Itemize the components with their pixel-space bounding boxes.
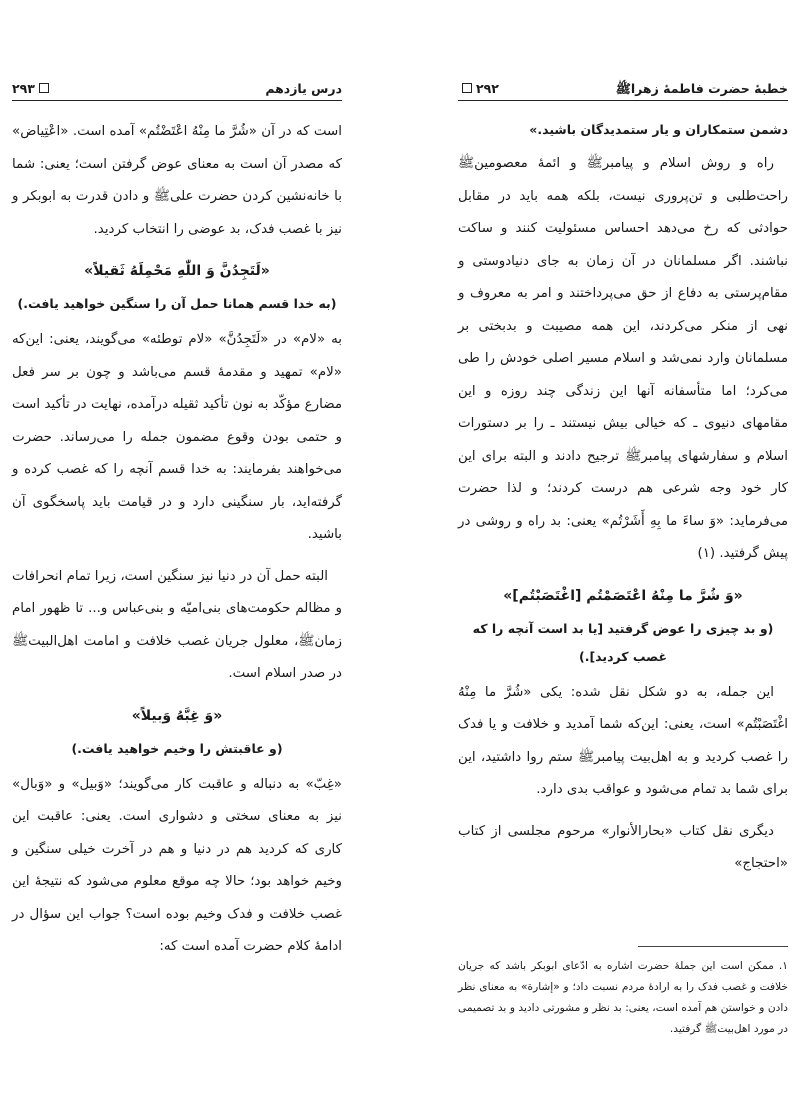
paragraph: البته حمل آن در دنیا نیز سنگین است، زیرا تمام انحرافات و مظالم حکومت‌های بنی‌امیّه و بنی‌عباس و... تا ظهور امام زمانﷺ، معلول جریان غصب خلافت و امامت اهل‌البیتﷺ در صدر اسلام است. — [12, 568, 342, 681]
footnote: ۱. ممکن است این جملهٔ حضرت اشاره به ادّعای ابوبکر باشد که جریان خلافت و غصب فدک را به ارادهٔ مردم نسبت داد؛ و «إشارة» به معنای نظر دادن و خواستن هم آمده است، یعنی: بد نظر و مشورتی دادید و بد تصمیمی در مورد اهل‌بیتﷺ گرفتید. — [458, 960, 788, 1035]
quote-translation: (به خدا قسم همانا حمل آن را سنگین خواهید یافت.) — [17, 296, 337, 311]
paragraph: راه و روش اسلام و پیامبرﷺ و ائمهٔ معصومینﷺ راحت‌طلبی و تن‌پروری نیست، بلکه همه باید در مقابل حوادثی که رخ می‌دهد احساس مسئولیت کنند و ساکت نباشند. اگر مسلمانان در آن زمان به جای دنیادوستی و مقام‌پرستی به دفاع از حق می‌پرداختند و امر به معروف و نهی از منکر می‌کردند، این همه مصیبت و بدبختی بر مسلمانان وارد نمی‌شد و اسلام مسیر اصلی خودش را طی می‌کرد؛ اما متأسفانه آنها این زندگی چند روزه و این مقامهای دنیوی ـ که خیالی بیش نیستند ـ را بر دستورات اسلام و سفارشهای پیامبرﷺ ترجیح دادند و البته برای این کار خود وجه شرعی هم درست کردند؛ و لذا حضرت می‌فرماید: «وَ ساءَ ما بِهِ أَشَرْتُم» یعنی: بد راه و روشی در پیش گرفتید. (۱) — [458, 156, 788, 561]
right-page-body — [458, 116, 788, 890]
left-page-running-title: درس یازدهم — [265, 81, 342, 96]
quote-translation: (و بد چیزی را عوض گرفتید [یا بد است آنچه را که غصب کردید].) — [472, 620, 774, 664]
paragraph: «غِبّ» به دنباله و عاقبت کار می‌گویند؛ «وَبیل» و «وَبال» نیز به معنای سختی و دشواری است. یعنی: عاقبت این کاری که کردید هم در دنیا و هم در آخرت خیلی سنگین و وخیم خواهد بود؛ حالا چه موقع معلوم می‌شود که نتیجهٔ این غصب خلافت و فدک وخیم بوده است؟ جواب این سؤال در ادامهٔ کلام حضرت آمده است که: — [12, 776, 342, 954]
square-ornament-icon — [462, 83, 472, 93]
arabic-quote: «وَ غِبَّهُ وَبیلاً» — [131, 707, 223, 724]
right-page-running-title: خطبهٔ حضرت فاطمهٔ زهراﷺ — [615, 81, 788, 96]
arabic-quote: «وَ شُرَّ ما مِنْهُ اعْتَصَمْتُم [اغْتَصَبْتُم]» — [503, 587, 743, 604]
arabic-quote: «لَتَجِدُنَّ وَ اللّٰهِ مَحْمِلَهُ ثَقیلاً» — [84, 263, 270, 279]
left-page-header — [12, 78, 342, 101]
square-ornament-icon — [39, 83, 49, 93]
right-page-number — [458, 81, 499, 96]
page-number-value: ۲۹۳ — [12, 81, 35, 96]
left-page — [12, 78, 342, 1078]
right-page-header — [458, 78, 788, 101]
paragraph: دیگری نقل کتاب «بحارالأنوار» مرحوم مجلسی از کتاب «احتجاج» — [458, 823, 788, 871]
left-page-number — [12, 81, 53, 96]
right-page — [458, 78, 788, 1078]
paragraph: این جمله، به دو شکل نقل شده: یکی «شُرَّ ما مِنْهُ اغْتَصَبْتُم» است، یعنی: این‌که شما آمدید و خلافت و یا فدک را غصب کردید و به اهل‌بیت پیامبرﷺ ستم روا داشتید، این برای شما بد تمام می‌شود و عواقب بدی دارد. — [458, 684, 788, 797]
page-number-value: ۲۹۲ — [476, 81, 499, 96]
lead-line: دشمن ستمکاران و یار ستمدیدگان باشید.» — [529, 122, 788, 137]
quote-translation: (و عاقبتش را وخیم خواهید یافت.) — [71, 740, 283, 756]
left-page-body — [12, 116, 342, 973]
paragraph: به «لام» در «لَتَجِدُنَّ» «لام توطئه» می‌گویند، یعنی: این‌که «لام» تمهید و مقدمهٔ قسم می‌باشد و چون بر سر فعل مضارع مؤکّد به نون تأکید ثقیله درآمده، نهایت در تأکید است و حتمی بودن وقوع مضمون جمله را می‌رساند. حضرت می‌خواهند بفرمایند: به خدا قسم آنچه را که غصب کرده و گرفته‌اید، بار سنگینی دارد و در قیامت باید پاسخگوی آن باشید. — [12, 332, 342, 542]
footnote-divider — [638, 946, 788, 947]
paragraph: است که در آن «شُرَّ ما مِنْهُ اعْتَضْتُم» آمده است. «اعْتِیاض» که مصدر آن است به معنای عوض گرفتن است؛ یعنی: شما با خانه‌نشین کردن حضرت علیﷺ و دادن قدرت به ابوبکر و نیز با غصب فدک، بد عوضی را انتخاب کردید. — [12, 124, 342, 237]
